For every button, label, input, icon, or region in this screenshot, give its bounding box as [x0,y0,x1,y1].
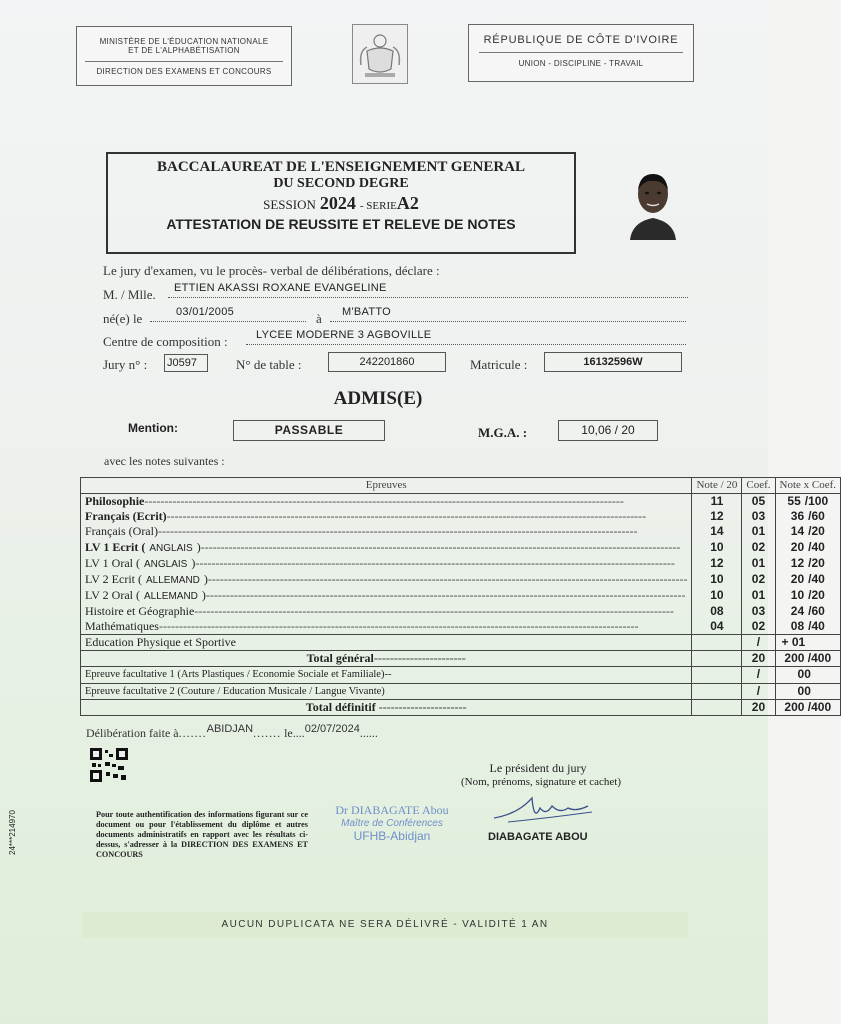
total-definitif-max: /400 [807,699,832,714]
eps-points: + 01 [775,634,841,650]
serie-label: - SERIE [359,200,397,212]
deliberation-label: Délibération faite à.......ABIDJAN....... le....02/07/2024...... [86,723,378,740]
produit-value: 10 [790,588,805,603]
ministry-line2: ET DE L'ALPHABÉTISATION [128,46,240,55]
produit-value: 36 [790,509,805,524]
header-note: Note / 20 [692,478,742,494]
produit-max: /20 [808,524,825,539]
produit-max: /40 [808,572,825,587]
president-name: DIABAGATE ABOU [488,831,588,843]
epreuve-label: LV 1 Ecrit ( [85,539,146,554]
facultative1-row [81,667,841,683]
candidate-name: ETTIEN AKASSI ROXANE EVANGELINE [174,282,387,294]
total-definitif-coef: 20 [742,699,775,715]
note-cell: 04 [692,619,742,635]
session-line [108,193,574,214]
deliberation-date: 02/07/2024 [304,723,360,735]
composition-centre: LYCEE MODERNE 3 AGBOVILLE [256,329,432,341]
president-title: Le président du jury [489,761,587,775]
serie-value: A2 [396,193,419,213]
produit-max: /20 [808,556,825,571]
table-row [81,509,841,524]
total-definitif-points: 200 [784,699,805,714]
produit-value: 55 [787,494,801,509]
eps-coef: / [742,634,775,650]
epreuve-cell: Histoire et Géographie------------------------------------------------------------------------------------------------------------------------ [81,604,692,619]
produit-max: /60 [808,603,825,618]
president-signature [488,788,598,828]
birth-date: 03/01/2005 [176,306,235,318]
authentication-note: Pour toute authentification des informations figurant sur ce document ou pour l'établissement du diplôme et autres documents administratifs en rapport avec les résultats ci-dessus, s'adresser à la DIRECTION DES EXAMENS ET CONCOURS [96,810,308,859]
produit-max: /40 [808,618,825,633]
deliberation-date-label: le [284,726,293,740]
table-row [81,494,841,510]
produit-cell [775,524,841,539]
epreuve-cell: LV 2 Ecrit ( ALLEMAND )------------------------------------------------------------------------------------------------------------------------ [81,572,692,588]
birth-place: M'BATTO [342,306,392,318]
facultative1-points: 00 [775,667,841,683]
produit-cell [775,604,841,619]
produit-max: /60 [808,509,825,524]
epreuve-label: LV 2 Ecrit ( [85,571,142,586]
coef-cell: 01 [742,556,775,572]
epreuve-label: Mathématiques [85,618,159,633]
header-coef: Coef. [742,478,775,494]
born-label: né(e) le [103,311,143,326]
total-general-points: 200 [784,651,805,666]
matricule-label: Matricule : [470,357,528,372]
matricule-number: 16132596W [544,352,682,372]
produit-value: 20 [790,572,805,587]
serial-number: 24***214970 [8,810,17,855]
language-name: ANGLAIS [144,558,188,570]
ministry-line1: MINISTÈRE DE L'ÉDUCATION NATIONALE [99,37,269,46]
mention-label: Mention: [128,421,178,435]
republic-box [468,24,694,82]
session-year: 2024 [319,193,356,213]
coef-cell: 01 [742,524,775,539]
deliberation-text: Délibération faite à [86,726,179,740]
coat-of-arms-emblem [352,24,408,84]
total-general-coef: 20 [742,651,775,667]
produit-value: 24 [790,603,805,618]
produit-value: 12 [790,556,805,571]
eps-label: Education Physique et Sportive [81,634,692,650]
produit-cell [775,556,841,572]
coef-cell: 02 [742,619,775,635]
language-name: ALLEMAND [144,590,198,602]
coef-cell: 03 [742,604,775,619]
title-box [106,152,576,254]
facultative2-row [81,683,841,699]
epreuve-label: Français (Oral) [85,524,158,539]
table-row [81,540,841,556]
total-definitif-label: Total définitif [305,699,376,714]
total-general-row: Total général----------------------- 20 200 /400 [81,651,841,667]
produit-cell [775,540,841,556]
president-subtitle: (Nom, prénoms, signature et cachet) [460,776,622,788]
stamp-line3: UFHB-Abidjan [353,829,431,843]
result-status: ADMIS(E) [333,388,423,409]
title-line1: BACCALAUREAT DE L'ENSEIGNEMENT GENERAL [157,159,525,175]
produit-value: 08 [790,618,805,633]
birth-place-label: à [316,311,322,326]
candidate-photo [626,166,680,240]
table-row [81,619,841,635]
attestation-title: ATTESTATION DE REUSSITE ET RELEVE DE NOTES [166,216,516,232]
coef-cell: 02 [742,540,775,556]
total-general-label: Total général [306,651,374,666]
declaration-text: Le jury d'examen, vu le procès- verbal de délibérations, déclare : [103,263,440,278]
epreuve-cell: Français (Oral)------------------------------------------------------------------------------------------------------------------------ [81,524,692,539]
title-line2: DU SECOND DEGRE [273,176,409,191]
republic-label: RÉPUBLIQUE DE CÔTE D'IVOIRE [483,34,679,46]
motto-label: UNION - DISCIPLINE - TRAVAIL [518,59,644,68]
table-number: 242201860 [328,352,446,372]
coef-cell: 01 [742,588,775,604]
produit-value: 20 [790,540,805,555]
session-label: SESSION [263,197,316,212]
deliberation-place: ABIDJAN [206,723,254,735]
note-cell: 12 [692,509,742,524]
note-cell: 10 [692,588,742,604]
grades-intro: avec les notes suivantes : [104,454,225,468]
language-name: ANGLAIS [149,542,193,554]
jury-number: J0597 [164,354,208,372]
grades-table-header [81,478,841,494]
produit-cell [775,572,841,588]
stamp-line2: Maître de Conférences [341,818,443,829]
table-row [81,588,841,604]
grades-table [80,477,841,716]
produit-max: /20 [808,588,825,603]
facultative2-coef: / [742,683,775,699]
doctor-stamp [322,803,462,843]
ministry-box [76,26,292,86]
produit-cell [775,494,841,510]
produit-cell [775,619,841,635]
epreuve-cell: Philosophie------------------------------------------------------------------------------------------------------------------------ [81,494,692,510]
footer-notice: AUCUN DUPLICATA NE SERA DÉLIVRÉ - VALIDITÉ 1 AN [82,912,688,938]
name-label: M. / Mlle. [103,287,156,302]
epreuve-cell: Mathématiques------------------------------------------------------------------------------------------------------------------------ [81,619,692,635]
header-produit: Note x Coef. [775,478,841,494]
stamp-line1: Dr DIABAGATE Abou [335,803,449,817]
note-cell: 12 [692,556,742,572]
mga-label: M.G.A. : [478,425,528,440]
table-row [81,556,841,572]
produit-max: /100 [804,494,829,509]
note-cell: 08 [692,604,742,619]
note-cell: 10 [692,572,742,588]
table-number-label: N° de table : [236,357,302,372]
produit-max: /40 [808,540,825,555]
table-row [81,524,841,539]
produit-cell [775,509,841,524]
epreuve-cell: LV 1 Oral ( ANGLAIS )------------------------------------------------------------------------------------------------------------------------ [81,556,692,572]
note-cell: 10 [692,540,742,556]
epreuve-label: LV 1 Oral ( [85,555,140,570]
centre-label: Centre de composition : [103,334,228,349]
facultative2-label: Epreuve facultative 2 (Couture / Education Musicale / Langue Vivante) [81,683,692,699]
epreuve-cell: LV 1 Ecrit ( ANGLAIS )------------------------------------------------------------------------------------------------------------------------ [81,540,692,556]
epreuve-label: Histoire et Géographie [85,603,195,618]
coef-cell: 03 [742,509,775,524]
qr-code-icon [90,748,128,782]
table-row [81,572,841,588]
coef-cell: 05 [742,494,775,510]
epreuve-cell: LV 2 Oral ( ALLEMAND )------------------------------------------------------------------------------------------------------------------------ [81,588,692,604]
facultative2-points: 00 [775,683,841,699]
facultative1-coef: / [742,667,775,683]
jury-label: Jury n° : [103,357,148,372]
epreuve-label: Français (Ecrit) [85,509,167,524]
note-cell: 14 [692,524,742,539]
facultative1-label: Epreuve facultative 1 (Arts Plastiques / Economie Sociale et Familiale)-- [81,667,692,683]
mga-value: 10,06 / 20 [558,420,658,441]
epreuve-cell: Français (Ecrit)------------------------------------------------------------------------------------------------------------------------ [81,509,692,524]
produit-value: 14 [790,524,805,539]
total-general-max: /400 [807,651,832,666]
coef-cell: 02 [742,572,775,588]
total-definitif-row: Total définitif ---------------------- 20 200 /400 [81,699,841,715]
produit-cell [775,588,841,604]
mention-value: PASSABLE [233,420,385,441]
header-epreuves: Epreuves [81,478,692,494]
table-row [81,604,841,619]
eps-row [81,634,841,650]
epreuve-label: Philosophie [85,494,145,509]
epreuve-label: LV 2 Oral ( [85,587,140,602]
note-cell: 11 [692,494,742,510]
language-name: ALLEMAND [146,574,200,586]
direction-label: DIRECTION DES EXAMENS ET CONCOURS [96,67,272,76]
